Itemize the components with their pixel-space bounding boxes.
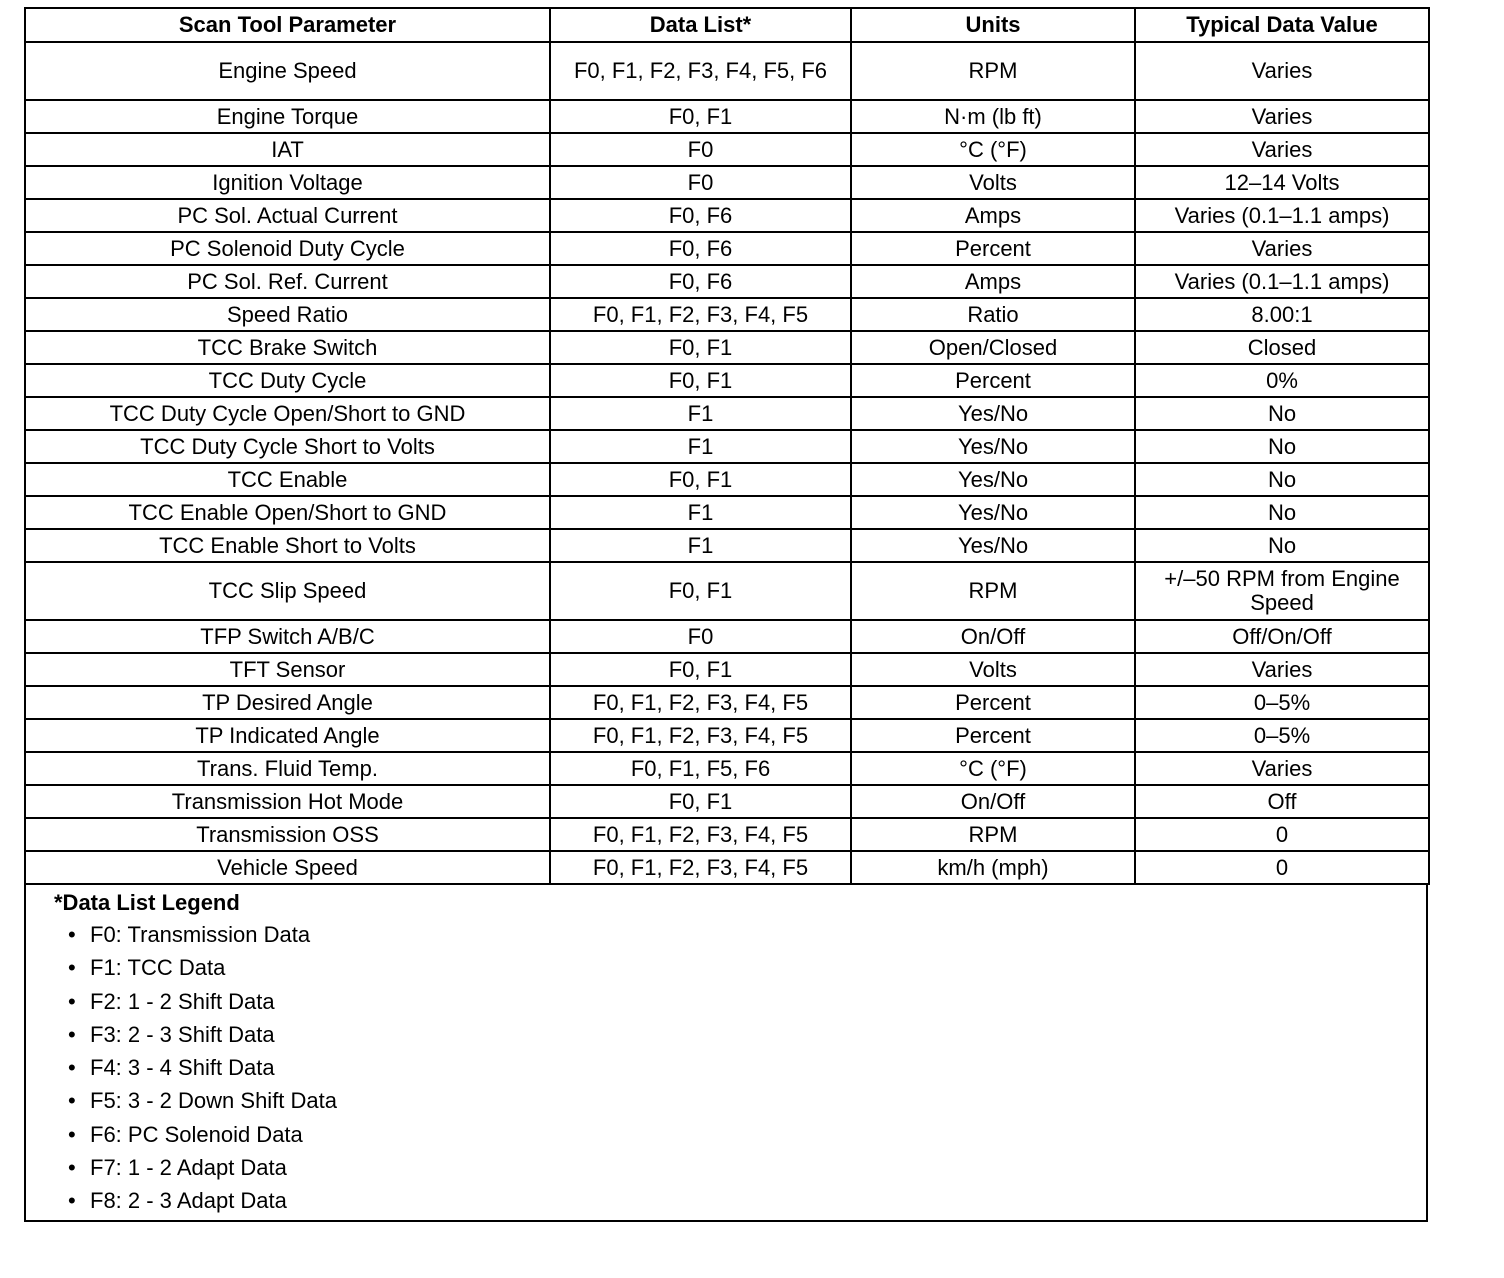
legend-item-text: F5: 3 - 2 Down Shift Data <box>90 1088 337 1114</box>
cell-data-list: F0, F1, F2, F3, F4, F5 <box>550 818 851 851</box>
cell-units: Amps <box>851 199 1135 232</box>
table-row <box>25 397 1429 430</box>
bullet-icon: • <box>68 955 76 981</box>
cell-data-list: F0, F1, F2, F3, F4, F5 <box>550 686 851 719</box>
cell-data-list: F0 <box>550 166 851 199</box>
cell-data-list: F0, F1, F2, F3, F4, F5 <box>550 851 851 884</box>
table-row <box>25 562 1429 620</box>
cell-data-list: F0, F1 <box>550 463 851 496</box>
cell-data-list: F0, F1, F5, F6 <box>550 752 851 785</box>
cell-data-list: F0, F1, F2, F3, F4, F5 <box>550 298 851 331</box>
cell-typical-value: Closed <box>1135 331 1429 364</box>
cell-data-list: F0 <box>550 620 851 653</box>
bullet-icon: • <box>68 1055 76 1081</box>
table-row <box>25 785 1429 818</box>
cell-parameter: Transmission Hot Mode <box>25 785 550 818</box>
table-header-row <box>25 8 1429 42</box>
cell-units: Percent <box>851 686 1135 719</box>
cell-typical-value: 0–5% <box>1135 719 1429 752</box>
table-row <box>25 100 1429 133</box>
cell-units: On/Off <box>851 620 1135 653</box>
cell-parameter: Vehicle Speed <box>25 851 550 884</box>
cell-parameter: IAT <box>25 133 550 166</box>
table-row <box>25 298 1429 331</box>
cell-typical-value: 12–14 Volts <box>1135 166 1429 199</box>
cell-parameter: Transmission OSS <box>25 818 550 851</box>
legend-item <box>68 1118 1426 1151</box>
legend-item <box>68 1184 1426 1217</box>
header-units: Units <box>851 8 1135 42</box>
cell-parameter: TFT Sensor <box>25 653 550 686</box>
cell-data-list: F1 <box>550 529 851 562</box>
legend-item-text: F4: 3 - 4 Shift Data <box>90 1055 275 1081</box>
cell-units: RPM <box>851 42 1135 100</box>
table-row <box>25 42 1429 100</box>
legend-item-text: F8: 2 - 3 Adapt Data <box>90 1188 287 1214</box>
cell-units: N·m (lb ft) <box>851 100 1135 133</box>
cell-data-list: F0, F6 <box>550 232 851 265</box>
cell-units: Yes/No <box>851 496 1135 529</box>
cell-parameter: TCC Enable <box>25 463 550 496</box>
cell-units: RPM <box>851 818 1135 851</box>
cell-units: Percent <box>851 232 1135 265</box>
cell-units: Volts <box>851 653 1135 686</box>
cell-data-list: F0, F1, F2, F3, F4, F5, F6 <box>550 42 851 100</box>
cell-data-list: F0, F1 <box>550 785 851 818</box>
cell-parameter: Trans. Fluid Temp. <box>25 752 550 785</box>
cell-units: Percent <box>851 364 1135 397</box>
cell-parameter: Speed Ratio <box>25 298 550 331</box>
cell-typical-value: No <box>1135 529 1429 562</box>
table-row <box>25 133 1429 166</box>
data-list-legend <box>24 885 1428 1222</box>
cell-typical-value: Off/On/Off <box>1135 620 1429 653</box>
legend-item <box>68 918 1426 951</box>
table-row <box>25 232 1429 265</box>
cell-parameter: TP Indicated Angle <box>25 719 550 752</box>
cell-typical-value: 0–5% <box>1135 686 1429 719</box>
cell-units: Yes/No <box>851 529 1135 562</box>
legend-item-text: F0: Transmission Data <box>90 922 311 947</box>
cell-units: RPM <box>851 562 1135 620</box>
table-row <box>25 430 1429 463</box>
cell-typical-value: No <box>1135 397 1429 430</box>
cell-units: Percent <box>851 719 1135 752</box>
cell-parameter: PC Sol. Ref. Current <box>25 265 550 298</box>
table-body <box>25 42 1429 884</box>
table-row <box>25 265 1429 298</box>
cell-parameter: Ignition Voltage <box>25 166 550 199</box>
cell-typical-value: Varies <box>1135 232 1429 265</box>
cell-typical-value: Varies <box>1135 42 1429 100</box>
cell-typical-value: Varies (0.1–1.1 amps) <box>1135 265 1429 298</box>
table-row <box>25 331 1429 364</box>
cell-parameter: TCC Duty Cycle Short to Volts <box>25 430 550 463</box>
cell-typical-value: 0 <box>1135 818 1429 851</box>
legend-item <box>68 1051 1426 1084</box>
table-row <box>25 851 1429 884</box>
legend-list <box>26 918 1426 1218</box>
cell-data-list: F0, F1 <box>550 653 851 686</box>
table-row <box>25 496 1429 529</box>
cell-parameter: TP Desired Angle <box>25 686 550 719</box>
cell-typical-value: Varies (0.1–1.1 amps) <box>1135 199 1429 232</box>
cell-parameter: TCC Enable Short to Volts <box>25 529 550 562</box>
legend-item-text: F1: TCC Data <box>90 955 226 981</box>
table-row <box>25 752 1429 785</box>
table-row <box>25 818 1429 851</box>
cell-parameter: TCC Brake Switch <box>25 331 550 364</box>
cell-data-list: F1 <box>550 397 851 430</box>
cell-units: km/h (mph) <box>851 851 1135 884</box>
table-row <box>25 463 1429 496</box>
legend-item <box>68 1084 1426 1117</box>
cell-data-list: F0 <box>550 133 851 166</box>
cell-typical-value: 0% <box>1135 364 1429 397</box>
cell-data-list: F0, F1 <box>550 100 851 133</box>
header-typical-data-value: Typical Data Value <box>1135 8 1429 42</box>
cell-units: °C (°F) <box>851 752 1135 785</box>
legend-item-text: F6: PC Solenoid Data <box>90 1121 303 1147</box>
cell-typical-value: Varies <box>1135 133 1429 166</box>
legend-item-text: F3: 2 - 3 Shift Data <box>90 1021 275 1047</box>
bullet-icon: • <box>68 1088 76 1114</box>
table-row <box>25 620 1429 653</box>
cell-data-list: F0, F6 <box>550 265 851 298</box>
cell-parameter: TCC Slip Speed <box>25 562 550 620</box>
cell-typical-value: Varies <box>1135 653 1429 686</box>
cell-typical-value: No <box>1135 463 1429 496</box>
cell-parameter: PC Solenoid Duty Cycle <box>25 232 550 265</box>
scan-tool-parameter-table <box>24 7 1430 885</box>
cell-typical-value: 0 <box>1135 851 1429 884</box>
bullet-icon: • <box>68 1188 76 1214</box>
bullet-icon: • <box>68 1021 76 1047</box>
cell-parameter: Engine Torque <box>25 100 550 133</box>
table-row <box>25 199 1429 232</box>
legend-item <box>68 985 1426 1018</box>
cell-typical-value: Varies <box>1135 752 1429 785</box>
cell-units: °C (°F) <box>851 133 1135 166</box>
cell-units: Yes/No <box>851 463 1135 496</box>
cell-typical-value: 8.00:1 <box>1135 298 1429 331</box>
legend-title: *Data List Legend <box>54 890 240 915</box>
legend-item-text: F7: 1 - 2 Adapt Data <box>90 1155 287 1181</box>
cell-parameter: TFP Switch A/B/C <box>25 620 550 653</box>
table-row <box>25 686 1429 719</box>
legend-item <box>68 1151 1426 1184</box>
legend-item <box>68 1018 1426 1051</box>
scan-tool-data-sheet <box>24 7 1428 1222</box>
header-data-list: Data List* <box>550 8 851 42</box>
cell-data-list: F0, F1 <box>550 562 851 620</box>
bullet-icon: • <box>68 922 76 947</box>
cell-data-list: F0, F1, F2, F3, F4, F5 <box>550 719 851 752</box>
cell-units: Amps <box>851 265 1135 298</box>
legend-item-text: F2: 1 - 2 Shift Data <box>90 988 275 1014</box>
cell-units: On/Off <box>851 785 1135 818</box>
cell-units: Ratio <box>851 298 1135 331</box>
cell-units: Volts <box>851 166 1135 199</box>
bullet-icon: • <box>68 988 76 1014</box>
bullet-icon: • <box>68 1121 76 1147</box>
cell-parameter: Engine Speed <box>25 42 550 100</box>
cell-parameter: PC Sol. Actual Current <box>25 199 550 232</box>
cell-typical-value: No <box>1135 496 1429 529</box>
cell-typical-value: +/–50 RPM from Engine Speed <box>1135 562 1429 620</box>
cell-units: Yes/No <box>851 430 1135 463</box>
cell-data-list: F1 <box>550 430 851 463</box>
cell-parameter: TCC Enable Open/Short to GND <box>25 496 550 529</box>
cell-typical-value: Off <box>1135 785 1429 818</box>
table-row <box>25 364 1429 397</box>
cell-parameter: TCC Duty Cycle Open/Short to GND <box>25 397 550 430</box>
cell-units: Open/Closed <box>851 331 1135 364</box>
legend-item <box>68 951 1426 984</box>
table-row <box>25 166 1429 199</box>
cell-data-list: F0, F1 <box>550 331 851 364</box>
cell-parameter: TCC Duty Cycle <box>25 364 550 397</box>
cell-typical-value: Varies <box>1135 100 1429 133</box>
table-row <box>25 719 1429 752</box>
cell-data-list: F0, F6 <box>550 199 851 232</box>
header-scan-tool-parameter: Scan Tool Parameter <box>25 8 550 42</box>
cell-data-list: F0, F1 <box>550 364 851 397</box>
table-row <box>25 529 1429 562</box>
table-row <box>25 653 1429 686</box>
cell-units: Yes/No <box>851 397 1135 430</box>
cell-typical-value: No <box>1135 430 1429 463</box>
bullet-icon: • <box>68 1155 76 1181</box>
cell-data-list: F1 <box>550 496 851 529</box>
